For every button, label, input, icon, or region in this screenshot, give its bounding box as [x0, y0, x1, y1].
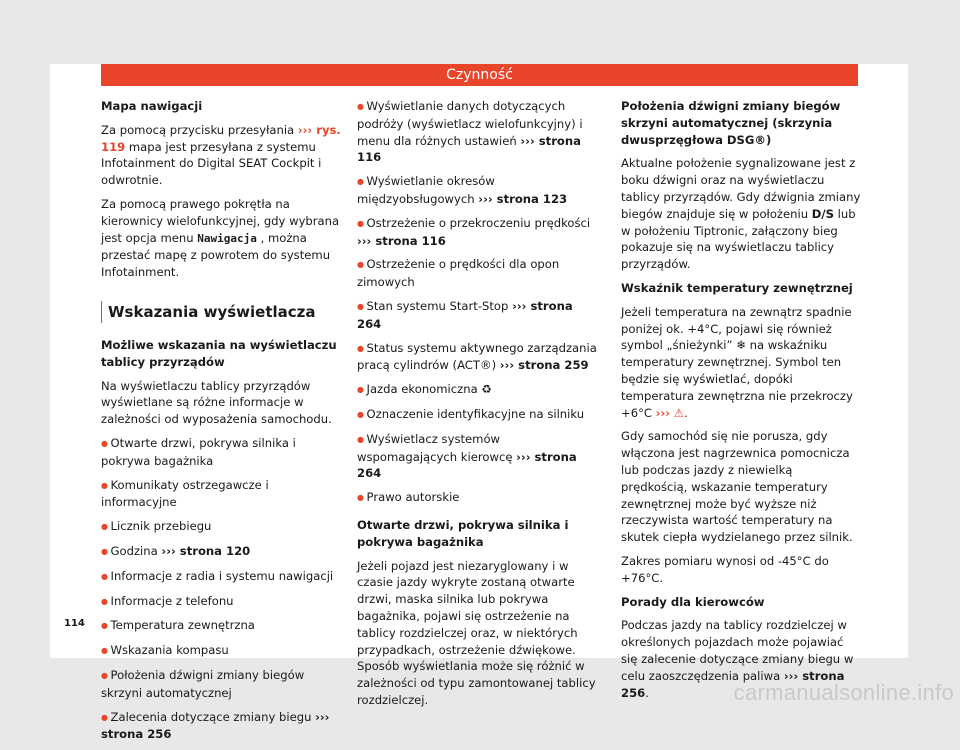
page-link[interactable]: ››› strona 264 [357, 449, 577, 481]
list-item: ● Prawo autorskie [357, 490, 460, 505]
page-link[interactable]: ››› strona 123 [478, 191, 568, 206]
bullet-icon: ● [101, 670, 111, 680]
list-item: ● Godzina ››› strona 120 [101, 543, 251, 558]
list-item: ● Oznaczenie identyfikacyjne na silniku [357, 406, 585, 421]
bullet-list-middle [357, 98, 597, 507]
page-link[interactable]: ››› strona 116 [357, 233, 446, 248]
paragraph-open-doors: Jeżeli pojazd jest niezaryglowany i w czasie jazdy wykryte zostaną otwarte drzwi, maska silnika lub pokrywa bagażnika, pojawi się ostrzeżenie na tablicy rozdzielczej oraz, w niektórych przypadkach, ostrzeżenie dźwiękowe. Sposób wyświetlania może się różnić w zależności od typu zamontowanej tablicy rozdzielczej. [357, 558, 596, 707]
list-item: ● Ostrzeżenie o prędkości dla opon zimowych [357, 257, 560, 290]
bullet-icon: ● [101, 480, 111, 490]
page-link[interactable]: ››› strona 120 [161, 543, 251, 558]
column-middle [357, 98, 597, 716]
bullet-icon: ● [357, 301, 367, 311]
column-left [101, 98, 341, 750]
list-item: ● Wyświetlacz systemów wspomagających kierowcę ››› strona 264 [357, 431, 577, 481]
list-item: ● Zalecenia dotyczące zmiany biegu ››› strona 256 [101, 709, 330, 742]
paragraph-gear-positions: Aktualne położenie sygnalizowane jest z boku dźwigni oraz na wyświetlaczu tablicy przyrządów. Gdy dźwignia zmiany biegów znajduje się w położeniu D/S lub w położeniu Tiptronic, załączony bieg pokazuje się na wyświetlaczu tablicy przyrządów. [621, 156, 861, 272]
list-item: ● Status systemu aktywnego zarządzania pracą cylindrów (ACT®) ››› strona 259 [357, 340, 597, 373]
list-item: ● Wskazania kompasu [101, 643, 229, 658]
paragraph-send-button: Za pomocą przycisku przesyłania ››› rys. 119 mapa jest przesyłana z systemu Infotainment do Digital SEAT Cockpit i odwrotnie. [101, 122, 341, 188]
gear-ds-label: D/S [811, 206, 834, 221]
list-item: ● Temperatura zewnętrzna [101, 618, 255, 633]
bullet-icon: ● [357, 343, 367, 353]
page-link[interactable]: ››› strona 116 [357, 133, 581, 165]
list-item: ● Wyświetlanie danych dotyczących podróży (wyświetlacz wielofunkcyjny) i menu dla różnych ustawień ››› strona 116 [357, 99, 583, 165]
bullet-icon: ● [357, 218, 367, 228]
chapter-header: Czynność [101, 64, 858, 86]
paragraph-steering-knob: Za pomocą prawego pokrętła na kierownicy wielofunkcyjnej, gdy wybrana jest opcja menu Nawigacja , można przestać mapę z powrotem do systemu Infotainment. [101, 196, 340, 280]
bullet-icon: ● [357, 409, 367, 419]
list-item: ● Informacje z radia i systemu nawigacji [101, 568, 334, 583]
ref-arrow: ››› [297, 122, 313, 137]
bullet-icon: ● [101, 712, 111, 722]
bullet-icon: ● [357, 260, 367, 270]
bullet-icon: ● [101, 621, 111, 631]
figure-link[interactable]: rys. 119 [101, 122, 341, 154]
section-title: Wskazania wyświetlacza [101, 301, 341, 323]
list-item: ● Otwarte drzwi, pokrywa silnika i pokrywa bagażnika [101, 435, 296, 468]
heading-driver-tips: Porady dla kierowców [621, 594, 765, 609]
bullet-icon: ● [357, 102, 367, 111]
bullet-icon: ● [101, 522, 111, 532]
list-item: ● Wyświetlanie okresów międzyobsługowych ››› strona 123 [357, 174, 568, 206]
list-item: ● Jazda ekonomiczna ♻ [357, 382, 492, 397]
paragraph-temp-deviation: Gdy samochód się nie porusza, gdy włączona jest nagrzewnica pomocnicza lub podczas jazdy z niewielką prędkością, wskazanie temperatury zewnętrznej może być wyższe niż rzeczywista wartość temperatury na skutek ciepła wydzielanego przez silnik. [621, 429, 853, 545]
bullet-icon: ● [357, 385, 367, 395]
watermark: carmanualsonline.info [733, 680, 954, 705]
paragraph-measure-range: Zakres pomiaru wynosi od -45°C do +76°C. [621, 553, 829, 585]
list-item: ● Położenia dźwigni zmiany biegów skrzyni automatycznej [101, 667, 305, 700]
bullet-icon: ● [357, 434, 367, 444]
heading-open-doors: Otwarte drzwi, pokrywa silnika i pokrywa bagażnika [357, 517, 569, 549]
paragraph-outside-temp: Jeżeli temperatura na zewnątrz spadnie poniżej ok. +4°C, pojawi się również symbol „śnieżynki” ❄ na wskaźniku temperatury zewnętrznej. Symbol ten będzie się wyświetlać, dopóki temperatura zewnętrzna nie przekroczy +6°C ››› ⚠. [621, 304, 853, 420]
heading-map-navigation: Mapa nawigacji [101, 99, 203, 113]
bullet-icon: ● [101, 571, 111, 581]
page-link[interactable]: ››› strona 264 [357, 298, 573, 331]
heading-outside-temp: Wskaźnik temperatury zewnętrznej [621, 280, 853, 295]
menu-option-label: Nawigacja [197, 231, 257, 245]
ref-arrow: ››› [655, 405, 671, 420]
page-link[interactable]: ››› strona 256 [621, 668, 845, 700]
bullet-icon: ● [101, 596, 111, 606]
bullet-icon: ● [357, 493, 367, 503]
paragraph-indications-intro: Na wyświetlaczu tablicy przyrządów wyświetlane są różne informacje w zależności od wyposażenia samochodu. [101, 378, 332, 427]
list-item: ● Licznik przebiegu [101, 519, 212, 534]
bullet-icon: ● [101, 646, 111, 656]
list-item: ● Komunikaty ostrzegawcze i informacyjne [101, 477, 269, 510]
bullet-icon: ● [357, 177, 367, 187]
column-right [621, 98, 861, 708]
heading-possible-indications: Możliwe wskazania na wyświetlaczu tablicy przyrządów [101, 337, 337, 369]
bullet-icon: ● [101, 546, 111, 556]
paragraph-driver-tips: Podczas jazdy na tablicy rozdzielczej w określonych pojazdach może pojawiać się zalecenie dotyczące zmiany biegu w celu zaoszczędzenia paliwa ››› strona 256. [621, 618, 854, 700]
bullet-icon: ● [101, 438, 111, 448]
snowflake-icon: ❄ [736, 338, 746, 353]
page-link[interactable]: ››› strona 259 [499, 358, 589, 373]
list-item: ● Ostrzeżenie o przekroczeniu prędkości ››› strona 116 [357, 215, 591, 248]
list-item: ● Stan systemu Start-Stop ››› strona 264 [357, 298, 573, 331]
heading-gear-positions: Położenia dźwigni zmiany biegów skrzyni automatycznej (skrzynia dwusprzęgłowa DSG®) [621, 99, 841, 147]
page-link[interactable]: ››› strona 256 [101, 709, 330, 742]
list-item: ● Informacje z telefonu [101, 593, 234, 608]
page-number: 114 [64, 618, 85, 629]
bullet-list-left [101, 435, 341, 743]
warning-icon[interactable]: ⚠ [673, 405, 685, 420]
